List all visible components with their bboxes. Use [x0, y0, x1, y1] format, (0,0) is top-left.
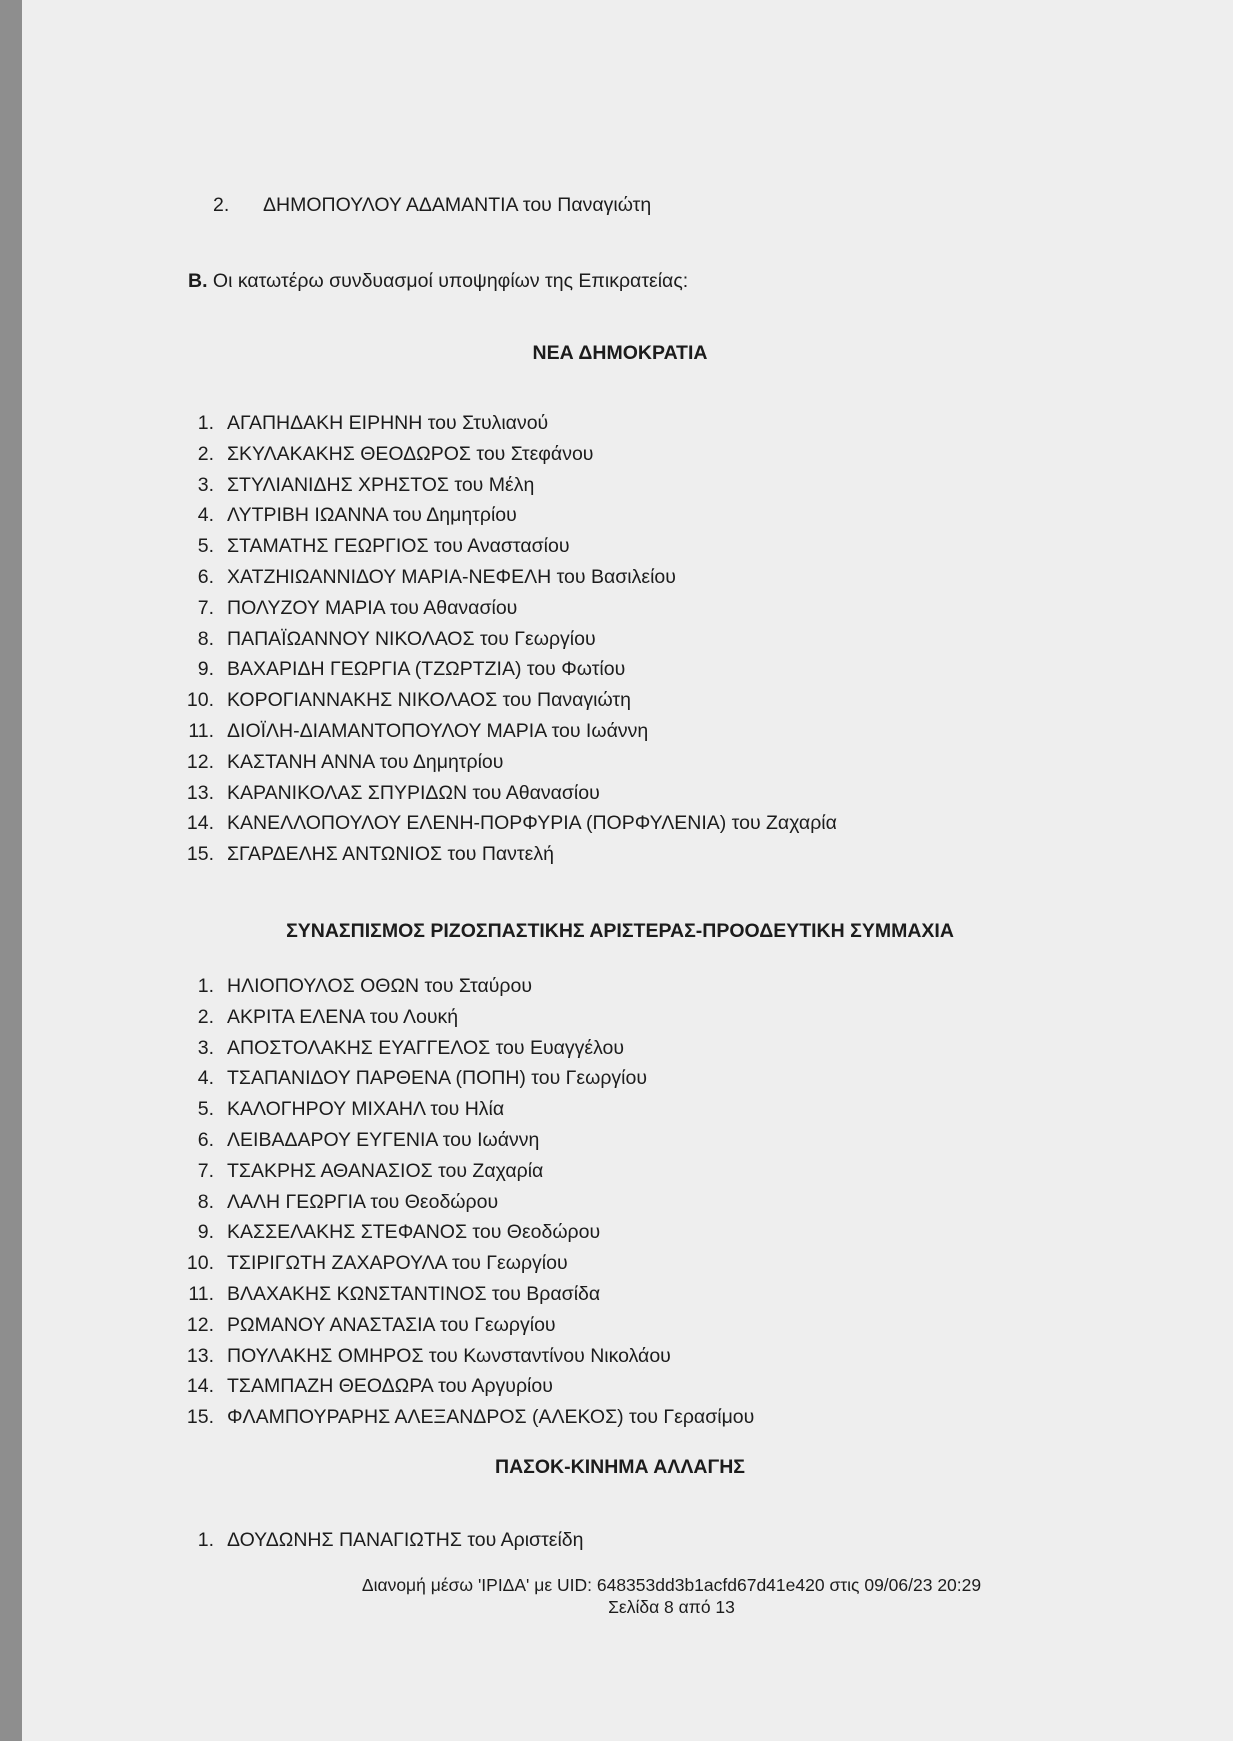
candidate-name: ΠΑΠΑΪΩΑΝΝΟΥ ΝΙΚΟΛΑΟΣ του Γεωργίου — [227, 627, 596, 650]
candidate-name: ΔΙΟΪΛΗ-ΔΙΑΜΑΝΤΟΠΟΥΛΟΥ ΜΑΡΙΑ του Ιωάννη — [227, 720, 649, 742]
list-item — [178, 442, 593, 466]
list-item — [178, 1313, 556, 1337]
party-heading-nd: ΝΕΑ ΔΗΜΟΚΡΑΤΙΑ — [532, 342, 708, 364]
candidate-number: 3. — [197, 1036, 214, 1059]
candidate-number: 1. — [197, 975, 214, 997]
candidate-name: ΡΩΜΑΝΟΥ ΑΝΑΣΤΑΣΙΑ του Γεωργίου — [227, 1313, 556, 1336]
candidate-number: 15. — [186, 1406, 214, 1429]
candidate-number: 4. — [197, 504, 214, 527]
list-item — [178, 974, 532, 998]
candidate-name: ΣΤΑΜΑΤΗΣ ΓΕΩΡΓΙΟΣ του Αναστασίου — [227, 535, 570, 558]
candidate-number: 5. — [197, 1098, 214, 1121]
candidate-name: ΦΛΑΜΠΟΥΡΑΡΗΣ ΑΛΕΞΑΝΔΡΟΣ (ΑΛΕΚΟΣ) του Γερασίμου — [227, 1406, 755, 1429]
list-item — [178, 627, 596, 651]
list-item — [178, 1128, 539, 1152]
candidate-number: 6. — [197, 566, 214, 588]
candidate-name: ΔΟΥΔΩΝΗΣ ΠΑΝΑΓΙΩΤΗΣ του Αριστείδη — [227, 1529, 584, 1551]
candidate-name: ΚΟΡΟΓΙΑΝΝΑΚΗΣ ΝΙΚΟΛΑΟΣ του Παναγιώτη — [227, 689, 631, 712]
list-item — [178, 657, 625, 681]
party-heading-syriza: ΣΥΝΑΣΠΙΣΜΟΣ ΡΙΖΟΣΠΑΣΤΙΚΗΣ ΑΡΙΣΤΕΡΑΣ-ΠΡΟΟΔΕΥΤΙΚΗ ΣΥΜΜΑΧΙΑ — [286, 920, 954, 942]
list-item — [178, 1374, 553, 1398]
candidate-number: 12. — [186, 750, 214, 773]
candidate-name: ΚΑΝΕΛΛΟΠΟΥΛΟΥ ΕΛΕΝΗ-ΠΟΡΦΥΡΙΑ (ΠΟΡΦΥΛΕΝΙΑ) του Ζαχαρία — [227, 812, 837, 835]
candidate-number: 2. — [197, 1005, 214, 1028]
candidate-name: ΤΣΑΚΡΗΣ ΑΘΑΝΑΣΙΟΣ του Ζαχαρία — [227, 1159, 544, 1182]
candidate-name: ΛΥΤΡΙΒΗ ΙΩΑΝΝΑ του Δημητρίου — [227, 504, 517, 527]
candidate-number: 13. — [186, 1344, 214, 1367]
section-b — [188, 270, 688, 293]
list-item — [178, 1190, 498, 1214]
candidate-number: 8. — [197, 627, 214, 650]
candidate-number: 10. — [186, 689, 214, 712]
candidate-number: 7. — [197, 596, 214, 619]
list-item — [178, 719, 648, 743]
candidate-number: 14. — [186, 1375, 214, 1398]
candidate-name: ΠΟΛΥΖΟΥ ΜΑΡΙΑ του Αθανασίου — [227, 596, 518, 619]
candidate-number: 9. — [197, 1221, 214, 1244]
candidate-number: 10. — [186, 1252, 214, 1275]
list-item — [178, 534, 570, 558]
candidate-number: 6. — [197, 1129, 214, 1151]
list-item — [178, 1405, 754, 1429]
candidate-number: 7. — [197, 1159, 214, 1182]
top-entry — [213, 194, 652, 217]
section-b-text: Οι κατωτέρω συνδυασμοί υποψηφίων της Επικρατείας: — [212, 270, 689, 292]
list-item — [178, 473, 534, 497]
candidate-number: 3. — [197, 473, 214, 496]
party-heading-pasok: ΠΑΣΟΚ-ΚΙΝΗΜΑ ΑΛΛΑΓΗΣ — [495, 1456, 745, 1478]
candidate-number: 1. — [197, 1529, 214, 1551]
candidate-number: 5. — [197, 535, 214, 558]
candidate-name: ΤΣΙΡΙΓΩΤΗ ΖΑΧΑΡΟΥΛΑ του Γεωργίου — [227, 1252, 568, 1275]
list-item — [178, 1097, 504, 1121]
list-item — [178, 1159, 543, 1183]
candidate-number: 9. — [197, 658, 214, 681]
list-item — [178, 1005, 458, 1029]
footer-page-number: Σελίδα 8 από 13 — [608, 1597, 735, 1617]
candidate-name: ΑΠΟΣΤΟΛΑΚΗΣ ΕΥΑΓΓΕΛΟΣ του Ευαγγέλου — [227, 1036, 625, 1059]
list-item — [178, 411, 548, 435]
candidate-number: 14. — [186, 812, 214, 835]
candidate-name: ΚΑΛΟΓΗΡΟΥ ΜΙΧΑΗΛ του Ηλία — [227, 1098, 505, 1121]
candidate-name: ΣΚΥΛΑΚΑΚΗΣ ΘΕΟΔΩΡΟΣ του Στεφάνου — [227, 442, 594, 465]
candidate-name: ΚΑΣΤΑΝΗ ΑΝΝΑ του Δημητρίου — [227, 750, 504, 773]
candidate-number: 12. — [186, 1313, 214, 1336]
list-item — [178, 811, 837, 835]
list-item — [178, 1344, 671, 1368]
candidate-name: ΚΑΣΣΕΛΑΚΗΣ ΣΤΕΦΑΝΟΣ του Θεοδώρου — [227, 1221, 601, 1244]
list-item — [178, 1066, 647, 1090]
list-item — [178, 1220, 600, 1244]
candidate-number: 13. — [186, 781, 214, 804]
scanned-page — [22, 0, 1233, 1741]
top-entry-text: ΔΗΜΟΠΟΥΛΟΥ ΑΔΑΜΑΝΤΙΑ του Παναγιώτη — [263, 194, 652, 216]
list-item — [178, 842, 554, 866]
list-item — [178, 565, 676, 589]
list-item — [178, 1282, 600, 1306]
list-item — [178, 688, 631, 712]
candidate-number: 11. — [188, 1283, 214, 1305]
candidate-number: 4. — [197, 1067, 214, 1090]
candidate-name: ΚΑΡΑΝΙΚΟΛΑΣ ΣΠΥΡΙΔΩΝ του Αθανασίου — [227, 781, 600, 804]
candidate-number: 15. — [186, 843, 214, 866]
list-item — [178, 596, 517, 620]
list-item — [178, 1036, 624, 1060]
candidate-name: ΒΑΧΑΡΙΔΗ ΓΕΩΡΓΙΑ (ΤΖΩΡΤΖΙΑ) του Φωτίου — [227, 658, 626, 681]
list-item — [178, 503, 517, 527]
candidate-name: ΠΟΥΛΑΚΗΣ ΟΜΗΡΟΣ του Κωνσταντίνου Νικολάου — [227, 1344, 671, 1367]
candidate-name: ΤΣΑΜΠΑΖΗ ΘΕΟΔΩΡΑ του Αργυρίου — [227, 1375, 553, 1398]
candidate-name: ΛΑΛΗ ΓΕΩΡΓΙΑ του Θεοδώρου — [227, 1190, 499, 1213]
candidate-name: ΣΤΥΛΙΑΝΙΔΗΣ ΧΡΗΣΤΟΣ του Μέλη — [227, 473, 535, 496]
footer-distribution: Διανομή μέσω 'ΙΡΙΔΑ' με UID: 648353dd3b1acfd67d41e420 στις 09/06/23 20:29 — [361, 1575, 982, 1595]
candidate-name: ΒΛΑΧΑΚΗΣ ΚΩΝΣΤΑΝΤΙΝΟΣ του Βρασίδα — [227, 1283, 601, 1305]
candidate-number: 11. — [188, 720, 214, 742]
candidate-name: ΑΓΑΠΗΔΑΚΗ ΕΙΡΗΝΗ του Στυλιανού — [227, 412, 549, 434]
section-b-label: Β. — [188, 270, 208, 292]
top-entry-number: 2. — [213, 194, 230, 216]
list-item — [178, 750, 503, 774]
candidate-name: ΧΑΤΖΗΙΩΑΝΝΙΔΟΥ ΜΑΡΙΑ-ΝΕΦΕΛΗ του Βασιλείου — [227, 566, 676, 588]
footer — [0, 1574, 1233, 1618]
candidate-name: ΤΣΑΠΑΝΙΔΟΥ ΠΑΡΘΕΝΑ (ΠΟΠΗ) του Γεωργίου — [227, 1067, 648, 1090]
list-item — [178, 1528, 584, 1552]
candidate-name: ΑΚΡΙΤΑ ΕΛΕΝΑ του Λουκή — [227, 1005, 459, 1028]
candidate-number: 1. — [197, 412, 214, 434]
candidate-name: ΗΛΙΟΠΟΥΛΟΣ ΟΘΩΝ του Σταύρου — [227, 975, 532, 997]
candidate-number: 8. — [197, 1190, 214, 1213]
list-item — [178, 781, 600, 805]
candidate-number: 2. — [197, 442, 214, 465]
list-item — [178, 1251, 568, 1275]
candidate-name: ΛΕΙΒΑΔΑΡΟΥ ΕΥΓΕΝΙΑ του Ιωάννη — [227, 1129, 540, 1151]
candidate-name: ΣΓΑΡΔΕΛΗΣ ΑΝΤΩΝΙΟΣ του Παντελή — [227, 843, 554, 866]
